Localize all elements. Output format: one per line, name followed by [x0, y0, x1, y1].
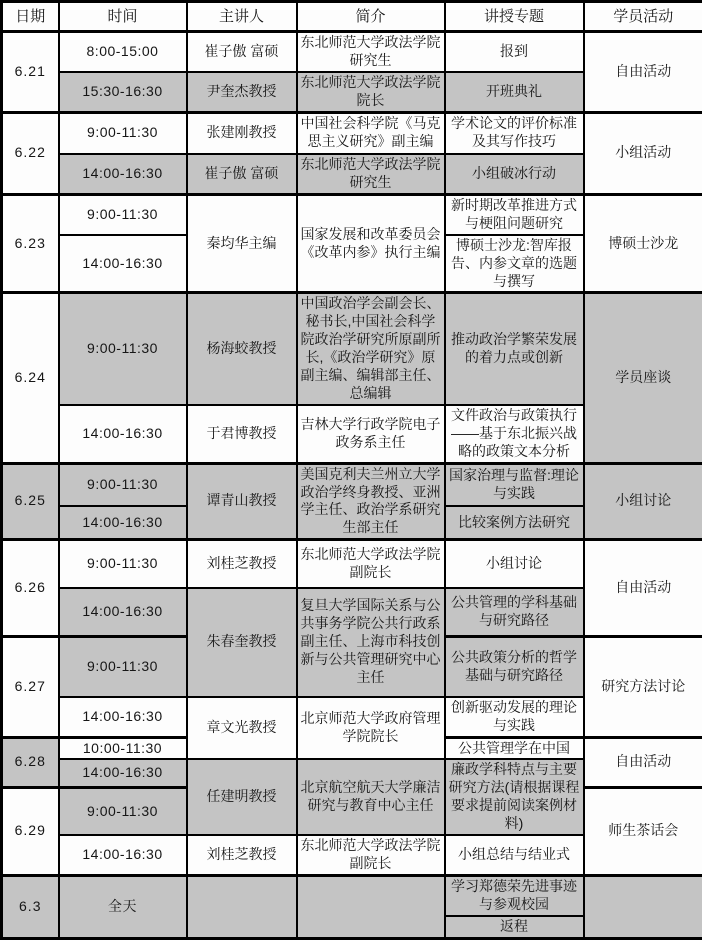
- cell-topic: 创新驱动发展的理论与实践: [445, 697, 584, 737]
- cell-intro: 中国社会科学院《马克思主义研究》副主编: [297, 112, 445, 154]
- cell-topic: 学习郑德荣先进事迹与参观校园: [445, 875, 584, 915]
- column-header-topic: 讲授专题: [445, 2, 584, 32]
- cell-intro: 东北师范大学政法学院副院长: [297, 540, 445, 588]
- cell-intro: 东北师范大学政法学院院长: [297, 72, 445, 112]
- cell-speaker: 秦均华主编: [187, 194, 297, 293]
- table-row: [2, 32, 702, 72]
- cell-time: 9:00-11:30: [59, 112, 187, 154]
- cell-time: 全天: [59, 875, 187, 938]
- schedule-body: [2, 32, 702, 939]
- cell-topic: 公共管理的学科基础与研究路径: [445, 588, 584, 637]
- cell-speaker: 谭青山教授: [187, 463, 297, 540]
- cell-speaker: 崔子傲 富硕: [187, 32, 297, 72]
- cell-date: 6.24: [2, 293, 59, 463]
- cell-time: 14:00-16:30: [59, 506, 187, 540]
- cell-topic: 学术论文的评价标准及其写作技巧: [445, 112, 584, 154]
- cell-activity: 小组讨论: [584, 463, 702, 540]
- cell-topic: 国家治理与监督:理论与实践: [445, 463, 584, 506]
- cell-activity: 研究方法讨论: [584, 637, 702, 737]
- cell-topic: 廉政学科特点与主要研究方法(请根据课程要求提前阅读案例材料): [445, 759, 584, 835]
- cell-time: 14:00-16:30: [59, 835, 187, 875]
- cell-speaker: 刘桂芝教授: [187, 835, 297, 875]
- table-row: [2, 875, 702, 915]
- cell-date: 6.3: [2, 875, 59, 938]
- cell-speaker: 任建明教授: [187, 759, 297, 835]
- cell-activity: 学员座谈: [584, 293, 702, 463]
- cell-topic: 报到: [445, 32, 584, 72]
- cell-time: 14:00-16:30: [59, 405, 187, 463]
- column-header-speaker: 主讲人: [187, 2, 297, 32]
- cell-topic: 开班典礼: [445, 72, 584, 112]
- cell-intro: 吉林大学行政学院电子政务系主任: [297, 405, 445, 463]
- cell-date: 6.25: [2, 463, 59, 540]
- table-header: [2, 2, 702, 32]
- cell-topic: 返程: [445, 916, 584, 938]
- cell-date: 6.23: [2, 194, 59, 293]
- cell-topic: 公共政策分析的哲学基础与研究路径: [445, 637, 584, 697]
- cell-intro: 北京航空航天大学廉洁研究与教育中心主任: [297, 759, 445, 835]
- cell-speaker: 尹奎杰教授: [187, 72, 297, 112]
- cell-topic: 小组讨论: [445, 540, 584, 588]
- cell-date: 6.21: [2, 32, 59, 113]
- table-row: [2, 194, 702, 234]
- cell-time: 15:30-16:30: [59, 72, 187, 112]
- cell-speaker: 崔子傲 富硕: [187, 154, 297, 194]
- cell-activity: 小组活动: [584, 112, 702, 194]
- table-row: [2, 293, 702, 405]
- cell-topic: 文件政治与政策执行——基于东北振兴战略的政策文本分析: [445, 405, 584, 463]
- cell-activity: 自由活动: [584, 737, 702, 787]
- cell-time: 8:00-15:00: [59, 32, 187, 72]
- cell-activity: 自由活动: [584, 32, 702, 113]
- cell-date: 6.27: [2, 637, 59, 737]
- column-header-time: 时间: [59, 2, 187, 32]
- cell-intro: 美国克利夫兰州立大学政治学终身教授、亚洲学主任、政治学系研究生部主任: [297, 463, 445, 540]
- cell-speaker: 张建刚教授: [187, 112, 297, 154]
- cell-topic: 比较案例方法研究: [445, 506, 584, 540]
- cell-activity: 博硕士沙龙: [584, 194, 702, 293]
- cell-intro: 复旦大学国际关系与公共事务学院公共行政系副主任、上海市科技创新与公共管理研究中心主任: [297, 588, 445, 697]
- cell-time: 9:00-11:30: [59, 787, 187, 835]
- table-row: [2, 540, 702, 588]
- column-header-activity: 学员活动: [584, 2, 702, 32]
- cell-time: 14:00-16:30: [59, 235, 187, 293]
- cell-speaker: 章文光教授: [187, 697, 297, 760]
- cell-time: 14:00-16:30: [59, 588, 187, 637]
- header-row: [2, 2, 702, 32]
- cell-topic: 小组破冰行动: [445, 154, 584, 194]
- cell-activity: 师生茶话会: [584, 787, 702, 875]
- cell-topic: 小组总结与结业式: [445, 835, 584, 875]
- table-row: [2, 112, 702, 154]
- cell-time: 9:00-11:30: [59, 540, 187, 588]
- cell-intro: 中国政治学会副会长、秘书长,中国社会科学院政治学研究所原副所长,《政治学研究》原副主编、编辑部主任、总编辑: [297, 293, 445, 405]
- cell-activity: 自由活动: [584, 540, 702, 637]
- cell-time: 14:00-16:30: [59, 697, 187, 737]
- cell-topic: 推动政治学繁荣发展的着力点或创新: [445, 293, 584, 405]
- column-header-date: 日期: [2, 2, 59, 32]
- cell-speaker: [187, 875, 297, 938]
- cell-topic: 公共管理学在中国: [445, 737, 584, 759]
- column-header-intro: 简介: [297, 2, 445, 32]
- cell-intro: [297, 875, 445, 938]
- cell-intro: 国家发展和改革委员会《改革内参》执行主编: [297, 194, 445, 293]
- cell-speaker: 杨海蛟教授: [187, 293, 297, 405]
- cell-date: 6.26: [2, 540, 59, 637]
- cell-time: 14:00-16:30: [59, 154, 187, 194]
- cell-intro: 东北师范大学政法学院副院长: [297, 835, 445, 875]
- cell-date: 6.28: [2, 737, 59, 787]
- cell-date: 6.29: [2, 787, 59, 875]
- cell-speaker: 刘桂芝教授: [187, 540, 297, 588]
- cell-time: 9:00-11:30: [59, 637, 187, 697]
- cell-time: 10:00-11:30: [59, 737, 187, 759]
- table-row: [2, 463, 702, 506]
- cell-topic: 博硕士沙龙:智库报告、内参文章的选题与撰写: [445, 235, 584, 293]
- cell-time: 9:00-11:30: [59, 194, 187, 234]
- cell-time: 14:00-16:30: [59, 759, 187, 787]
- cell-intro: 北京师范大学政府管理学院院长: [297, 697, 445, 760]
- cell-time: 9:00-11:30: [59, 463, 187, 506]
- cell-speaker: 于君博教授: [187, 405, 297, 463]
- cell-intro: 东北师范大学政法学院研究生: [297, 32, 445, 72]
- cell-activity: [584, 875, 702, 938]
- cell-date: 6.22: [2, 112, 59, 194]
- cell-time: 9:00-11:30: [59, 293, 187, 405]
- cell-intro: 东北师范大学政法学院研究生: [297, 154, 445, 194]
- cell-speaker: 朱春奎教授: [187, 588, 297, 697]
- cell-topic: 新时期改革推进方式与梗阻问题研究: [445, 194, 584, 234]
